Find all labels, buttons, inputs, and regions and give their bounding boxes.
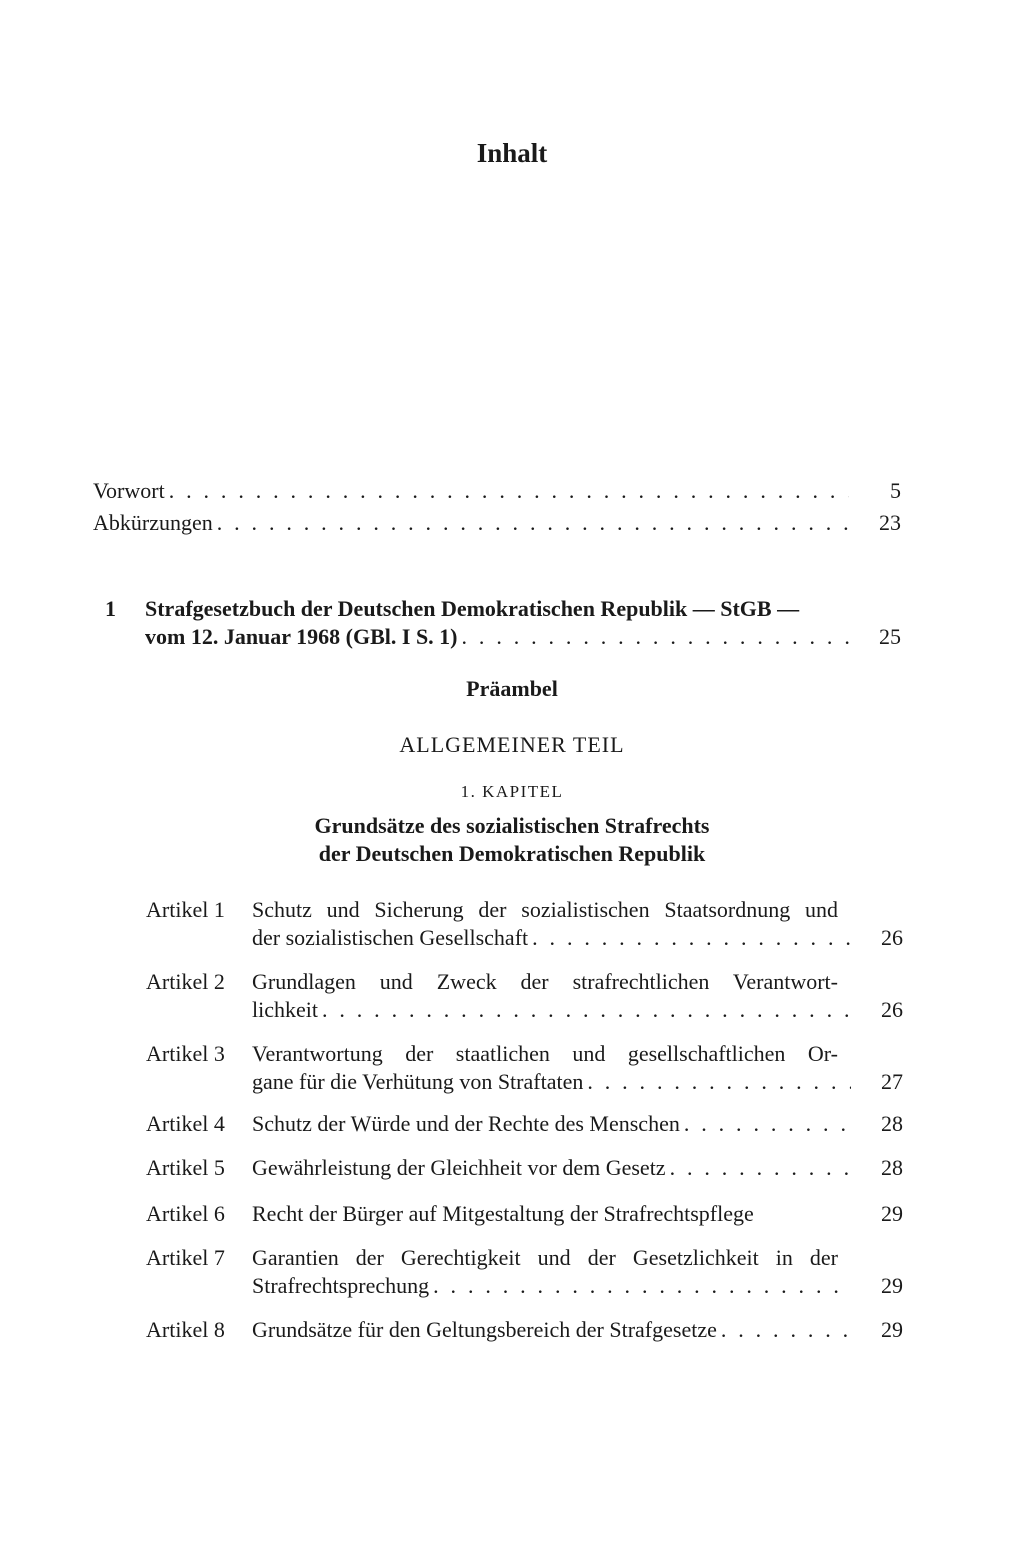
toc-entry-artikel-3[interactable] (146, 1040, 903, 1096)
article-title-line-2: Strafrechtsprechung (252, 1273, 430, 1298)
toc-entry-artikel-2[interactable] (146, 968, 903, 1024)
article-title-line-1: Grundsätze für den Geltungsbereich der Strafgesetze (252, 1317, 717, 1342)
toc-page-number: 29 (881, 1201, 903, 1226)
article-label: Artikel 6 (146, 1201, 225, 1226)
part-heading: ALLGEMEINER TEIL (399, 732, 625, 757)
section-title-line-1[interactable] (145, 594, 901, 624)
dot-leader (532, 924, 851, 952)
dot-leader (169, 476, 849, 506)
toc-page-number: 23 (879, 510, 901, 535)
toc-page-number: 25 (879, 624, 901, 649)
section-title-text: Strafgesetzbuch der Deutschen Demokratischen Republik — StGB — (145, 596, 800, 621)
chapter-title-line-2: der Deutschen Demokratischen Republik (318, 841, 706, 866)
article-label: Artikel 7 (146, 1245, 225, 1270)
article-title-line-2: gane für die Verhütung von Straftaten (252, 1069, 584, 1094)
toc-page-number: 27 (881, 1069, 903, 1094)
article-title-line-2: der sozialistischen Gesellschaft (252, 925, 529, 950)
toc-entry-artikel-7[interactable] (146, 1244, 903, 1300)
article-title-line-1: Garantien der Gerechtigkeit und der Gesetzlichkeit in der (252, 1245, 838, 1270)
article-label: Artikel 5 (146, 1155, 225, 1180)
toc-page-number: 5 (890, 478, 901, 503)
toc-entry-artikel-8[interactable] (146, 1316, 903, 1344)
toc-entry-artikel-5[interactable] (146, 1154, 903, 1182)
toc-entry-label: Vorwort (93, 478, 165, 503)
toc-entry-label: Abkürzungen (93, 510, 213, 535)
toc-entry-artikel-4[interactable] (146, 1110, 903, 1138)
toc-entry-artikel-6[interactable] (146, 1200, 903, 1228)
article-title-line-1: Schutz der Würde und der Rechte des Menschen (252, 1111, 680, 1136)
article-label: Artikel 8 (146, 1317, 225, 1342)
dot-leader (217, 508, 849, 538)
article-label: Artikel 2 (146, 969, 225, 994)
page-title: Inhalt (476, 138, 548, 168)
dot-leader (322, 996, 851, 1024)
chapter-title-line-1: Grundsätze des sozialistischen Strafrechts (314, 813, 710, 838)
section-title-text: vom 12. Januar 1968 (GBl. I S. 1) (145, 624, 458, 649)
dot-leader (462, 622, 849, 652)
section-title-line-2[interactable] (145, 622, 901, 652)
article-title-line-1: Gewährleistung der Gleichheit vor dem Gesetz (252, 1155, 666, 1180)
toc-page-number: 29 (881, 1273, 903, 1298)
toc-page-number: 28 (881, 1111, 903, 1136)
chapter-number: 1. KAPITEL (460, 782, 564, 801)
toc-page-number: 28 (881, 1155, 903, 1180)
article-title-line-1: Grundlagen und Zweck der strafrechtlichen Verantwort- (252, 969, 838, 994)
article-title-line-2: lichkeit (252, 997, 318, 1022)
dot-leader (721, 1316, 851, 1344)
toc-entry-artikel-1[interactable] (146, 896, 903, 952)
article-title-line-1: Recht der Bürger auf Mitgestaltung der Strafrechtspflege (252, 1201, 754, 1226)
article-label: Artikel 1 (146, 897, 225, 922)
praeambel-heading: Präambel (466, 676, 558, 701)
dot-leader (684, 1110, 851, 1138)
toc-entry-vorwort[interactable] (93, 476, 901, 506)
article-label: Artikel 3 (146, 1041, 225, 1066)
toc-page-number: 26 (881, 997, 903, 1022)
article-title-line-1: Schutz und Sicherung der sozialistischen Staatsordnung und (252, 897, 838, 922)
dot-leader (670, 1154, 851, 1182)
toc-page-number: 26 (881, 925, 903, 950)
article-title-line-1: Verantwortung der staatlichen und gesellschaftlichen Or- (252, 1041, 838, 1066)
toc-entry-abkuerzungen[interactable] (93, 508, 901, 538)
section-number: 1 (105, 596, 116, 621)
dot-leader (433, 1272, 851, 1300)
dot-leader (587, 1068, 851, 1096)
toc-page-number: 29 (881, 1317, 903, 1342)
article-label: Artikel 4 (146, 1111, 225, 1136)
